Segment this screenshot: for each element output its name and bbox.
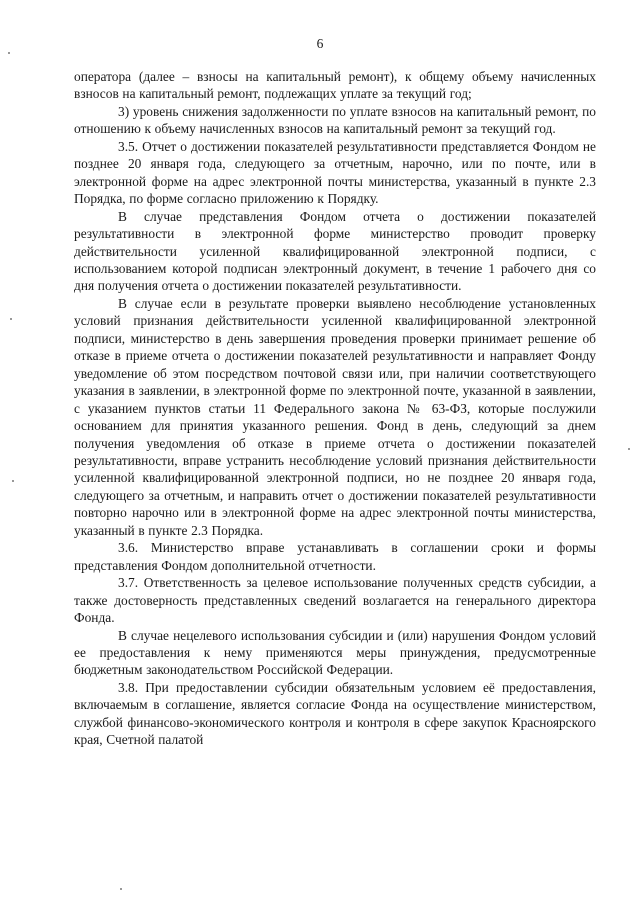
paragraph-verification-failure: В случае если в результате проверки выявлено несоблюдение установленных условий признания действительности усиленной квалифицированной электронной подписи, министерство в день завершения проведения проверки принимает решение об отказе в приеме отчета о достижении показателей результативности и направляет Фонду уведомление об этом посредством почтовой связи или, при наличии соответствующего указания в заявлении, в электронной форме по электронной почте, указанной в заявлении, с указанием пунктов статьи 11 Федерального закона № 63-ФЗ, которые послужили основанием для принятия указанного решения. Фонд в день, следующий за днем получения уведомления об отказе в приеме отчета о достижении показателей результативности, вправе устранить несоблюдение условий признания действительности усиленной квалифицированной электронной подписи, но не позднее 20 января года, следующего за отчетным, и направить отчет о достижении показателей результативности повторно нарочно или в электронной форме на адрес электронной почты министерства, указанный в пункте 2.3 Порядка. <box>74 295 596 538</box>
paragraph-electronic-report: В случае представления Фондом отчета о достижении показателей результативности в электронной форме министерство проводит проверку действительности усиленной квалифицированной электронной подписи, с использованием которой подписан электронный документ, в течение 1 рабочего дня со дня получения отчета о достижении показателей результативности. <box>74 208 596 294</box>
page-number: 6 <box>316 36 324 51</box>
scan-speck <box>8 52 10 54</box>
scan-speck <box>12 480 14 482</box>
paragraph-item-3: 3) уровень снижения задолженности по уплате взносов на капитальный ремонт, по отношению к объему начисленных взносов на капитальный ремонт за текущий год. <box>74 103 596 137</box>
scan-speck <box>628 448 630 450</box>
paragraph-misuse: В случае нецелевого использования субсидии и (или) нарушения Фондом условий ее предоставления к нему применяются меры принуждения, предусмотренные бюджетным законодательством Российской Федерации. <box>74 627 596 678</box>
paragraph-3-5: 3.5. Отчет о достижении показателей результативности представляется Фондом не позднее 20 января года, следующего за отчетным, нарочно, или по почте, или в электронной форме на адрес электронной почты министерства, указанный в пункте 2.3 Порядка, по форме согласно приложению к Порядку. <box>74 138 596 207</box>
paragraph-3-8: 3.8. При предоставлении субсидии обязательным условием её предоставления, включаемым в соглашение, является согласие Фонда на осуществление министерством, службой финансово-экономического контроля и контроля в сфере закупок Красноярского края, Счетной палатой <box>74 679 596 748</box>
paragraph-3-7: 3.7. Ответственность за целевое использование полученных средств субсидии, а также достоверность представленных сведений возлагается на генерального директора Фонда. <box>74 575 596 626</box>
paragraph-continuation: оператора (далее – взносы на капитальный ремонт), к общему объему начисленных взносов на капитальный ремонт, подлежащих уплате за текущий год; <box>74 69 596 102</box>
scan-speck <box>10 318 12 320</box>
paragraph-3-6: 3.6. Министерство вправе устанавливать в соглашении сроки и формы представления Фондом дополнительной отчетности. <box>74 540 596 573</box>
scan-speck <box>120 888 122 890</box>
document-body <box>74 68 596 749</box>
